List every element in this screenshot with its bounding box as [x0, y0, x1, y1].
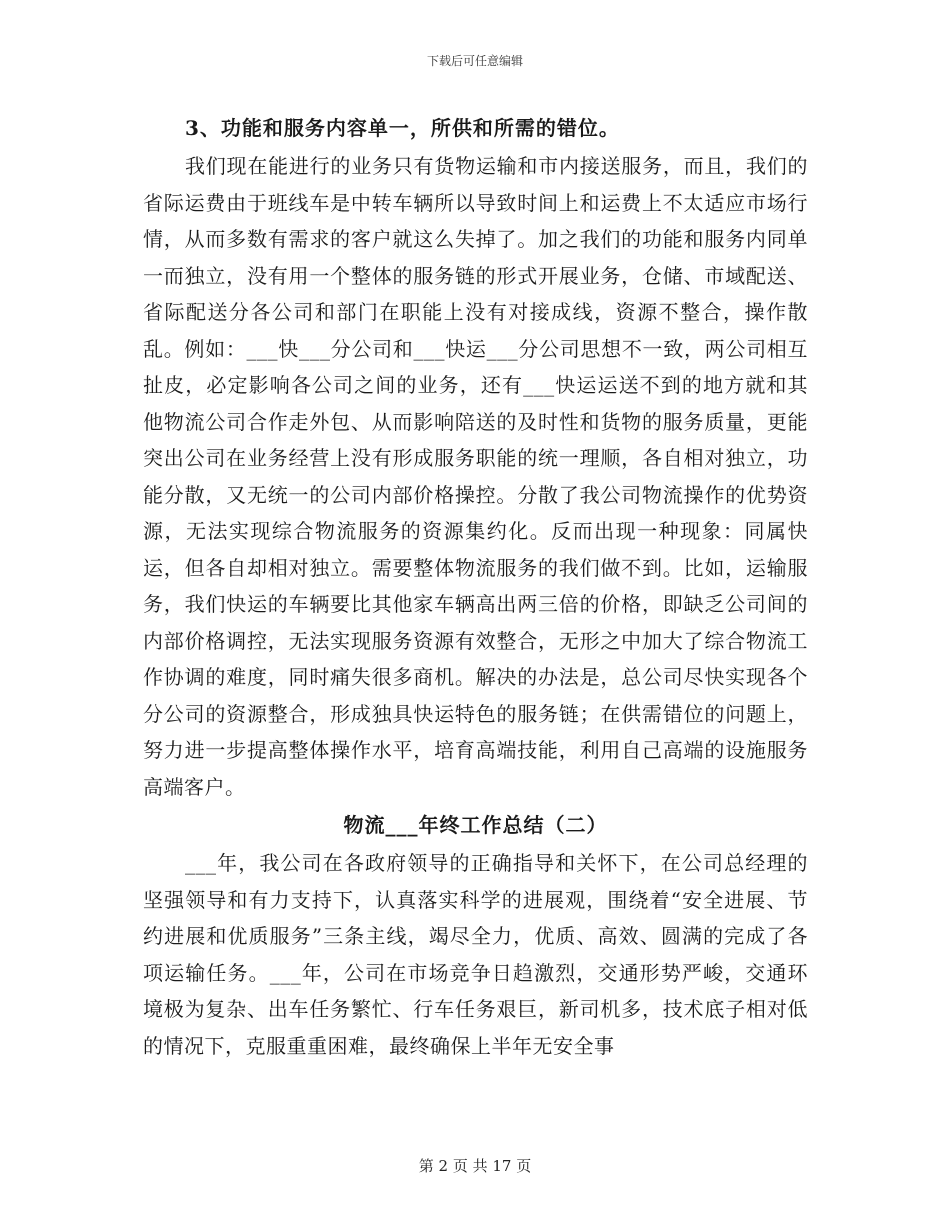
report-title: 物流___年终工作总结（二） [343, 813, 608, 837]
section-heading: 3、功能和服务内容单一，所供和所需的错位。 [185, 116, 620, 140]
page-header-note: 下载后可任意编辑 [426, 54, 523, 68]
report-paragraph: ___年，我公司在各政府领导的正确指导和关怀下，在公司总经理的坚强领导和有力支持下，认真落实科学的进展观，围绕着“安全进展、节约进展和优质服务”三条主线，竭尽全力，优质、高效、圆满的完成了各项运输任务。___年，公司在市场竞争日趋激烈，交通形势严峻，交通环境极为复杂、出车任务繁忙、行车任务艰巨，新司机多，技术底子相对低的情况下，克服重重困难，最终确保上半年无安全事 [143, 851, 808, 1058]
page-number: 第 2 页 共 17 页 [418, 1157, 532, 1175]
section-paragraph: 我们现在能进行的业务只有货物运输和市内接送服务，而且，我们的省际运费由于班线车是中转车辆所以导致时间上和运费上不太适应市场行情，从而多数有需求的客户就这么失掉了。加之我们的功能和服务内同单一而独立，没有用一个整体的服务链的形式开展业务，仓储、市域配送、省际配送分各公司和部门在职能上没有对接成线，资源不整合，操作散乱。例如：___快___分公司和___快运___分公司思想不一致，两公司相互扯皮，必定影响各公司之间的业务，还有___快运运送不到的地方就和其他物流公司合作走外包、从而影响陪送的及时性和货物的服务质量，更能突出公司在业务经营上没有形成服务职能的统一理顺，各自相对独立，功能分散，又无统一的公司内部价格操控。分散了我公司物流操作的优势资源，无法实现综合物流服务的资源集约化。反而出现一种现象：同属快运，但各自却相对独立。需要整体物流服务的我们做不到。比如，运输服务，我们快运的车辆要比其他家车辆高出两三倍的价格，即缺乏公司间的内部价格调控，无法实现服务资源有效整合，无形之中加大了综合物流工作协调的难度，同时痛失很多商机。解决的办法是，总公司尽快实现各个分公司的资源整合，形成独具快运特色的服务链；在供需错位的问题上，努力进一步提高整体操作水平，培育高端技能，利用自己高端的设施服务高端客户。 [143, 154, 808, 799]
document-body [143, 110, 808, 1064]
